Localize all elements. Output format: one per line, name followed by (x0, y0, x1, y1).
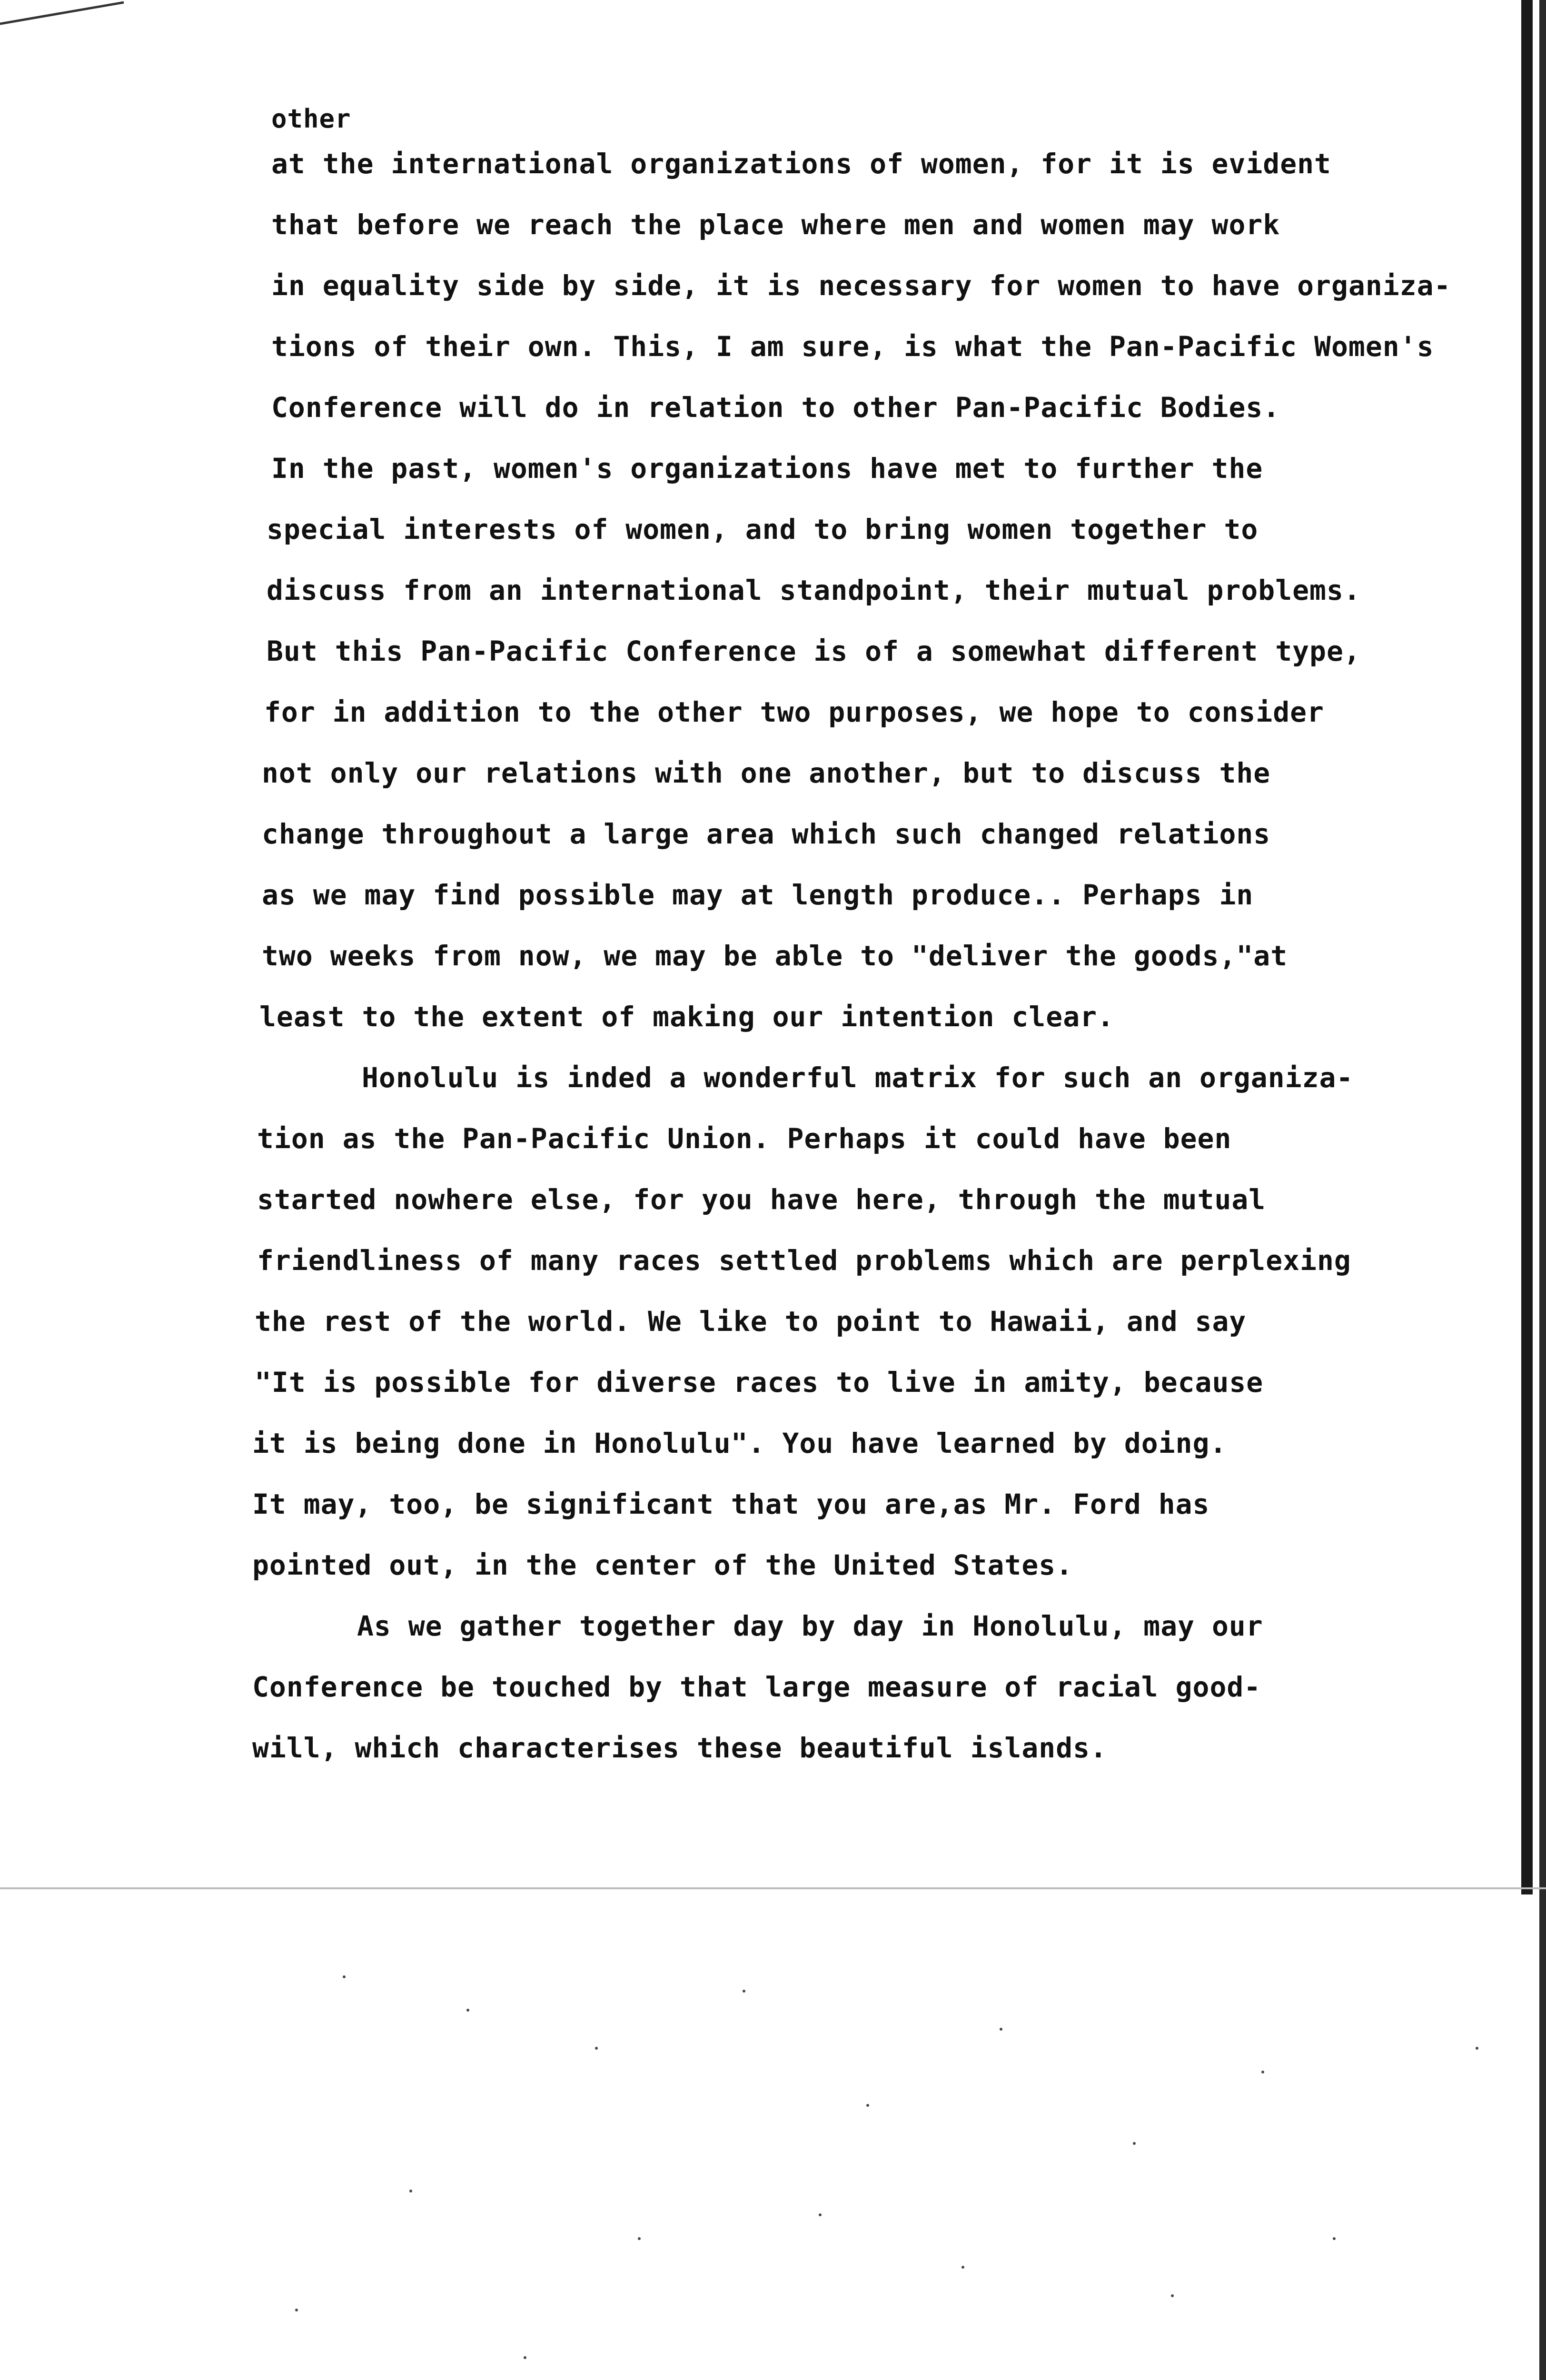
text-line: change throughout a large area which such changed relations (262, 818, 1271, 850)
scan-edge-border (1539, 0, 1546, 2380)
scan-edge-right (1521, 0, 1533, 1894)
text-line: not only our relations with one another, but to discuss the (262, 757, 1271, 789)
text-line: that before we reach the place where men and women may work (271, 208, 1280, 241)
text-line: for in addition to the other two purposes, we hope to consider (264, 696, 1324, 728)
text-line: In the past, women's organizations have met to further the (271, 452, 1263, 485)
text-line: it is being done in Honolulu". You have learned by doing. (252, 1427, 1227, 1459)
text-line: As we gather together day by day in Honolulu, may our (357, 1610, 1263, 1642)
text-line: other (271, 104, 351, 134)
text-line: tions of their own. This, I am sure, is what the Pan-Pacific Women's (271, 330, 1434, 363)
text-line: Conference be touched by that large measure of racial good- (252, 1671, 1261, 1703)
text-line: But this Pan-Pacific Conference is of a somewhat different type, (267, 635, 1361, 667)
text-line: started nowhere else, for you have here, through the mutual (257, 1183, 1266, 1216)
text-line: tion as the Pan-Pacific Union. Perhaps it could have been (257, 1122, 1232, 1155)
text-line: Honolulu is inded a wonderful matrix for such an organiza- (362, 1061, 1354, 1094)
text-line: two weeks from now, we may be able to "deliver the goods,"at (262, 940, 1288, 972)
text-line: the rest of the world. We like to point to Hawaii, and say (255, 1305, 1247, 1338)
text-line: special interests of women, and to bring women together to (267, 513, 1259, 545)
text-line: in equality side by side, it is necessary for women to have organiza- (271, 269, 1451, 302)
corner-scan-mark (0, 0, 143, 29)
page-fold-line (0, 1887, 1546, 1889)
typewritten-text (252, 105, 1490, 1778)
text-line: will, which characterises these beautiful islands. (252, 1732, 1107, 1764)
text-line: discuss from an international standpoint, their mutual problems. (267, 574, 1361, 606)
text-line: at the international organizations of women, for it is evident (271, 148, 1331, 180)
text-line: It may, too, be significant that you are,as Mr. Ford has (252, 1488, 1210, 1520)
text-line: friendliness of many races settled problems which are perplexing (257, 1244, 1351, 1277)
text-line: least to the extent of making our intention clear. (259, 1001, 1114, 1033)
text-line: pointed out, in the center of the United States. (252, 1549, 1073, 1581)
text-line: as we may find possible may at length produce.. Perhaps in (262, 879, 1254, 911)
text-line: "It is possible for diverse races to live in amity, because (255, 1366, 1264, 1398)
text-line: Conference will do in relation to other Pan-Pacific Bodies. (271, 391, 1280, 424)
